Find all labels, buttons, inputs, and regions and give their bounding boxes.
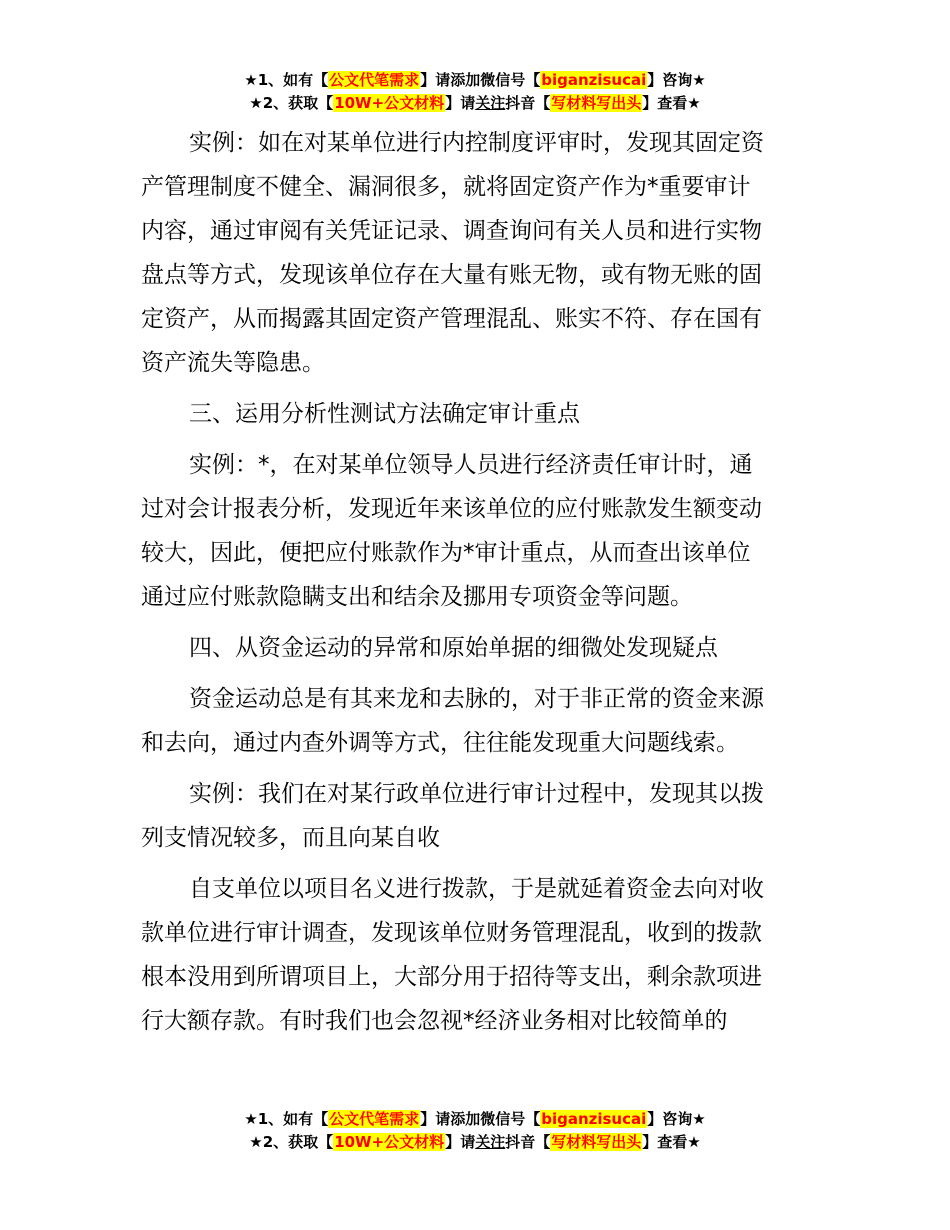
text-line: 和去向，通过内查外调等方式，往往能发现重大问题线索。 — [141, 730, 739, 756]
banner-highlight-wechat-id: biganzisucai — [541, 71, 647, 89]
banner-line-2-mid2: 抖音【 — [505, 94, 551, 112]
section-heading-3 — [141, 392, 813, 436]
text-line: 盘点等方式，发现该单位存在大量有账无物，或有物无账的固 — [141, 262, 762, 288]
text-line: 过对会计报表分析，发现近年来该单位的应付账款发生额变动 — [141, 496, 762, 522]
banner-line-1 — [0, 1108, 950, 1131]
banner-line-1-mid: 】请添加微信号【 — [420, 1110, 541, 1128]
banner-highlight-wechat-id: biganzisucai — [541, 1110, 647, 1128]
heading-text: 三、运用分析性测试方法确定审计重点 — [189, 401, 580, 427]
banner-underlined-follow: 关注 — [475, 1133, 506, 1151]
banner-line-2-mid2: 抖音【 — [505, 1133, 551, 1151]
text-line: 自支单位以项目名义进行拨款，于是就延着资金去向对收 — [189, 876, 764, 902]
text-line: 款单位进行审计调查，发现该单位财务管理混乱，收到的拨款 — [141, 920, 762, 946]
paragraph-fund-movement — [141, 677, 813, 765]
heading-text: 四、从资金运动的异常和原始单据的细微处发现疑点 — [189, 635, 718, 661]
text-line: 产管理制度不健全、漏洞很多，就将固定资产作为*重要审计 — [141, 174, 751, 200]
banner-line-2 — [0, 1131, 950, 1154]
document-body — [141, 121, 813, 1050]
paragraph-example-fixed-assets — [141, 121, 813, 385]
banner-line-1-suffix: 】咨询★ — [647, 1110, 706, 1128]
banner-line-2-prefix: ★2、获取【 — [249, 1133, 334, 1151]
text-line: 资产流失等隐患。 — [141, 350, 325, 376]
banner-highlight-douyin-account: 写材料写出头 — [551, 94, 642, 112]
text-line: 根本没用到所谓项目上，大部分用于招待等支出，剩余款项进 — [141, 964, 762, 990]
banner-line-1 — [0, 69, 950, 92]
banner-line-2-suffix: 】查看★ — [642, 1133, 701, 1151]
banner-highlight-writing-service: 公文代笔需求 — [329, 1110, 420, 1128]
text-line: 实例：如在对某单位进行内控制度评审时，发现其固定资 — [189, 130, 764, 156]
text-line: 资金运动总是有其来龙和去脉的，对于非正常的资金来源 — [189, 686, 764, 712]
banner-line-2-mid1: 】请 — [445, 94, 476, 112]
text-line: 内容，通过审阅有关凭证记录、调查询问有关人员和进行实物 — [141, 218, 762, 244]
banner-line-1-prefix: ★1、如有【 — [244, 71, 329, 89]
header-banner — [0, 69, 950, 115]
text-line: 实例：*，在对某单位领导人员进行经济责任审计时，通 — [189, 452, 753, 478]
banner-line-2 — [0, 92, 950, 115]
paragraph-example-accounts-payable — [141, 443, 813, 619]
text-line: 通过应付账款隐瞒支出和结余及挪用专项资金等问题。 — [141, 584, 693, 610]
banner-highlight-writing-service: 公文代笔需求 — [329, 71, 420, 89]
text-line: 行大额存款。有时我们也会忽视*经济业务相对比较简单的 — [141, 1008, 728, 1034]
banner-underlined-follow: 关注 — [475, 94, 506, 112]
footer-banner — [0, 1108, 950, 1154]
banner-highlight-douyin-account: 写材料写出头 — [551, 1133, 642, 1151]
text-line: 实例：我们在对某行政单位进行审计过程中，发现其以拨 — [189, 781, 764, 807]
banner-highlight-materials: 10W+公文材料 — [334, 94, 445, 112]
banner-highlight-materials: 10W+公文材料 — [334, 1133, 445, 1151]
text-line: 定资产，从而揭露其固定资产管理混乱、账实不符、存在国有 — [141, 306, 762, 332]
banner-line-2-mid1: 】请 — [445, 1133, 476, 1151]
text-line: 列支情况较多，而且向某自收 — [141, 825, 440, 851]
banner-line-2-suffix: 】查看★ — [642, 94, 701, 112]
section-heading-4 — [141, 626, 813, 670]
banner-line-1-suffix: 】咨询★ — [647, 71, 706, 89]
banner-line-1-mid: 】请添加微信号【 — [420, 71, 541, 89]
paragraph-example-administrative-unit — [141, 772, 813, 860]
paragraph-self-funded-unit — [141, 867, 813, 1043]
banner-line-1-prefix: ★1、如有【 — [244, 1110, 329, 1128]
banner-line-2-prefix: ★2、获取【 — [249, 94, 334, 112]
text-line: 较大，因此，便把应付账款作为*审计重点，从而查出该单位 — [141, 540, 751, 566]
